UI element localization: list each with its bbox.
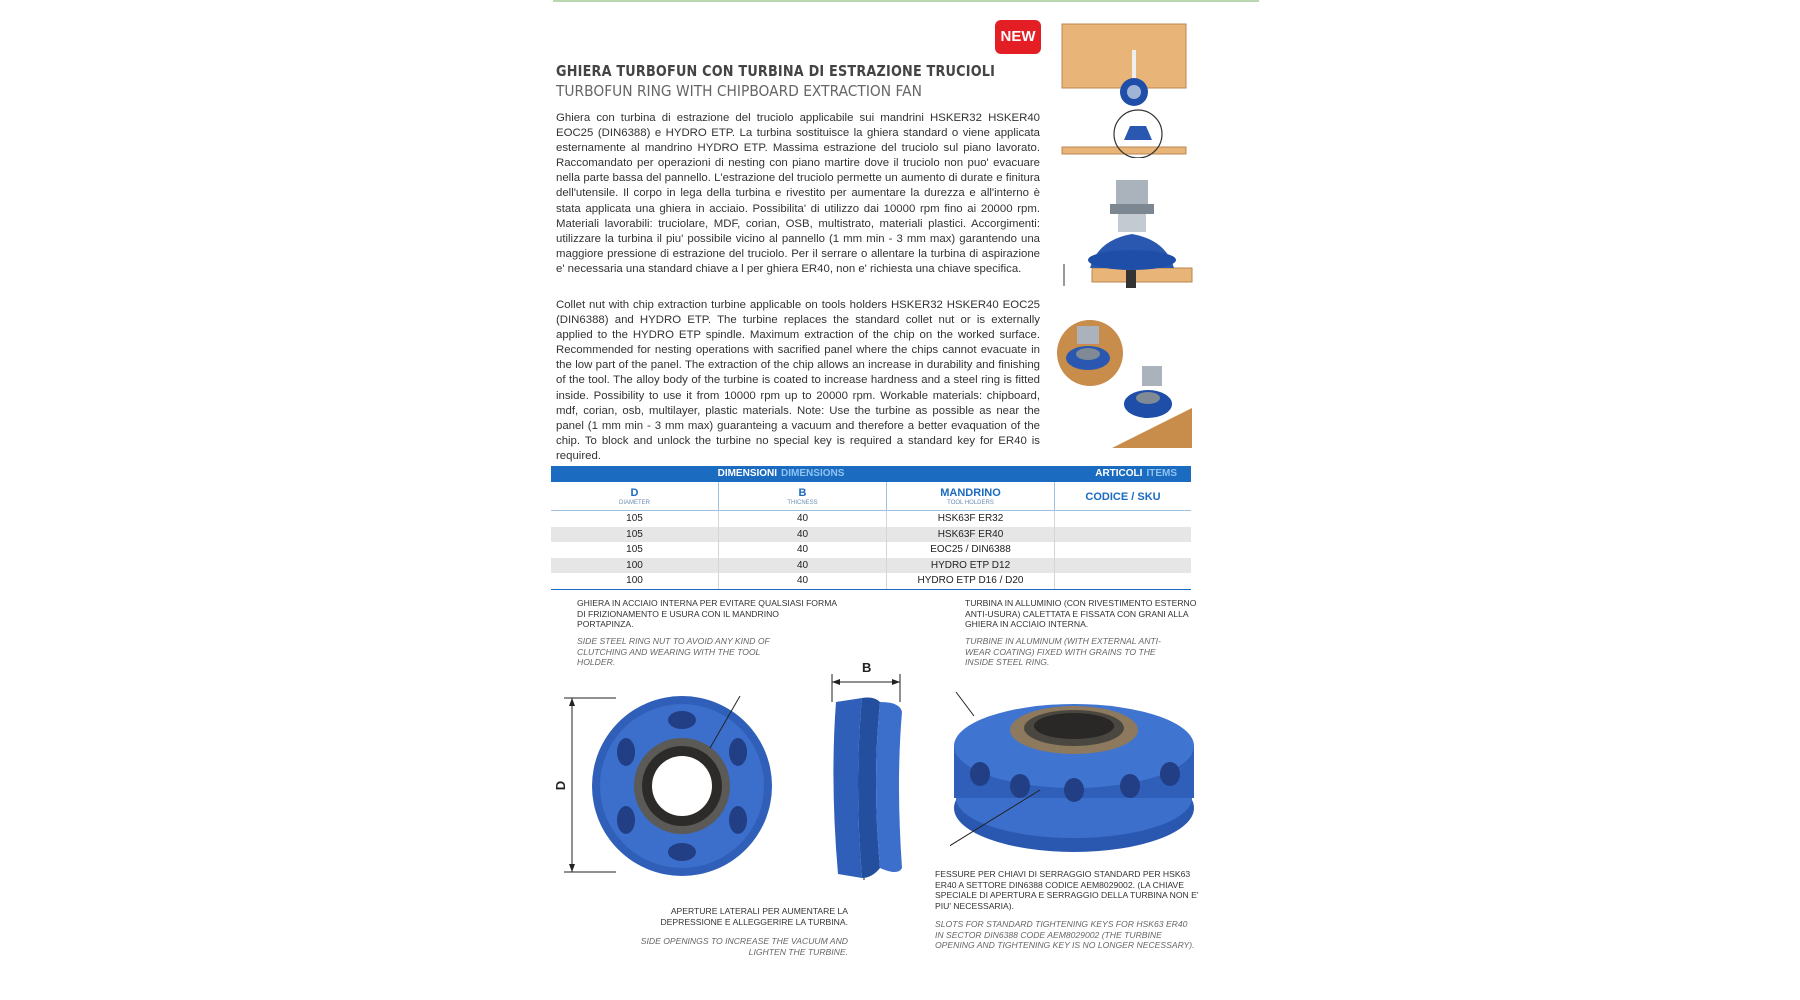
note-steel-ring-it: GHIERA IN ACCIAIO INTERNA PER EVITARE QUALSIASI FORMA DI FRIZIONAMENTO E USURA CON IL MANDRINO PORTAPINZA. [577, 598, 837, 630]
column-header-thickness: B THICNESS [719, 482, 887, 510]
turbine-detail-illustration-2 [1108, 364, 1194, 450]
turbine-3d-view [950, 690, 1200, 860]
tool-holder-illustration [1058, 178, 1198, 304]
table-row: 105 40 EOC25 / DIN6388 [551, 542, 1191, 558]
description-italian: Ghiera con turbina di estrazione del truciolo applicabile sui mandrini HSKER32 HSKER40 EOC25 (DIN6388) e HYDRO ETP. La turbina sostituisce la ghiera standard o viene applicata esternamente al mandrino HYDRO ETP. Massima estrazione del truciolo sul piano lavorato. Raccomandato per operazioni di nesting con piano martire dove il truciolo non puo' evacuare nella parte bassa del pannello. L'estrazione del truciolo permette un aumento di durate e finitura dell'utensile. Il corpo in lega della turbina e rivestito per aumentare la durezza e all'interno è stata applicata una ghiera in acciaio. Possibilita' di utilizzo dai 10000 rpm fino ai 20000 rpm. Materiali lavorabili: truciolare, MDF, corian, OSB, multistrato, materiali plastici. Accorgimenti: utilizzare la turbina il piu' possibile vicino al pannello (1 mm min - 3 mm max) garantendo una maggiore pressione di estrazione del truciolo. Per il serrare o allentare la turbina di aspirazione e' necessaria una standard chiave a l per ghiera ER40, non e' richiesta una chiave specifica. [556, 112, 1040, 275]
table-bottom-border [551, 589, 1191, 590]
dimensions-label-it: DIMENSIONI [717, 468, 778, 479]
articles-label-en: ITEMS [1146, 468, 1177, 479]
dimensions-table [551, 466, 1191, 590]
turbine-front-view [560, 690, 780, 880]
note-slots-en: SLOTS FOR STANDARD TIGHTENING KEYS FOR HSK63 ER40 IN SECTOR DIN6388 CODE AEM8029002 (THE TURBINE OPENING AND TIGHTENING KEY IS NO LONGER NECESSARY). [935, 919, 1195, 951]
dimension-label-b: B [862, 660, 872, 675]
table-row: 100 40 HYDRO ETP D12 [551, 558, 1191, 574]
note-aluminum-it: TURBINA IN ALLUMINIO (CON RIVESTIMENTO ESTERNO ANTI-USURA) CALETTATA E FISSATA CON GRANI ALLA GHIERA IN ACCIAIO INTERNA. [965, 598, 1197, 630]
note-openings-en: SIDE OPENINGS TO INCREASE THE VACUUM AND LIGHTEN THE TURBINE. [640, 936, 848, 957]
table-group-header [551, 466, 1191, 482]
dimensions-label-en: DIMENSIONS [781, 468, 845, 479]
top-divider [553, 0, 1259, 2]
table-row: 105 40 HSK63F ER32 [551, 511, 1191, 527]
table-column-headers [551, 482, 1191, 511]
panel-usage-illustration [1060, 22, 1192, 158]
note-aluminum-en: TURBINE IN ALUMINUM (WITH EXTERNAL ANTI-WEAR COATING) FIXED WITH GRAINS TO THE INSIDE STEEL RING. [965, 636, 1161, 668]
turbine-side-view [826, 672, 910, 880]
articles-label-it: ARTICOLI [1095, 468, 1143, 479]
table-row: 105 40 HSK63F ER40 [551, 527, 1191, 543]
title-english: TURBOFUN RING WITH CHIPBOARD EXTRACTION FAN [556, 82, 922, 100]
table-body [551, 511, 1191, 589]
table-row: 100 40 HYDRO ETP D16 / D20 [551, 573, 1191, 589]
title-italian: GHIERA TURBOFUN CON TURBINA DI ESTRAZIONE TRUCIOLI [556, 62, 996, 80]
dimension-label-d: D [553, 780, 569, 791]
column-header-holder: MANDRINO TOOL HOLDERS [887, 482, 1055, 510]
note-steel-ring-en: SIDE STEEL RING NUT TO AVOID ANY KIND OF CLUTCHING AND WEARING WITH THE TOOL HOLDER. [577, 636, 770, 668]
description-english: Collet nut with chip extraction turbine applicable on tools holders HSKER32 HSKER40 EOC25 (DIN6388) and HYDRO ETP. The turbine replaces the standard collet nut or is externally applied to the HYDRO ETP spindle. Maximum extraction of the chip on the worked surface. Recommended for nesting operations with sacrified panel where the chips cannot evacuate in the low part of the panel. The extraction of the chip allows an increase in durability and finishing of the tool. The alloy body of the turbine is coated to increase hardness and a steel ring is fitted inside. Possibility to use it from 10000 rpm up to 20000 rpm. Workable materials: chipboard, mdf, corian, osb, multilayer, plastic materials. Note: Use the turbine as possible as near the panel (1 mm min - 3 mm max) guaranteing a vacuum and therefore a better evaquation of the chip. To block and unlock the turbine no special key is required a standard key for ER40 is required. [556, 299, 1040, 462]
column-header-diameter: D DIAMETER [551, 482, 719, 510]
column-header-sku: CODICE / SKU [1085, 491, 1161, 503]
new-badge: NEW [995, 20, 1041, 54]
note-slots-it: FESSURE PER CHIAVI DI SERRAGGIO STANDARD PER HSK63 ER40 A SETTORE DIN6388 CODICE AEM8029002. (LA CHIAVE SPECIALE DI APERTURA E SERRAGGIO DELLA TURBINA NON E' PIU' NECESSARIA). [935, 869, 1199, 911]
note-openings-it: APERTURE LATERALI PER AUMENTARE LA DEPRESSIONE E ALLEGGERIRE LA TURBINA. [660, 906, 848, 927]
